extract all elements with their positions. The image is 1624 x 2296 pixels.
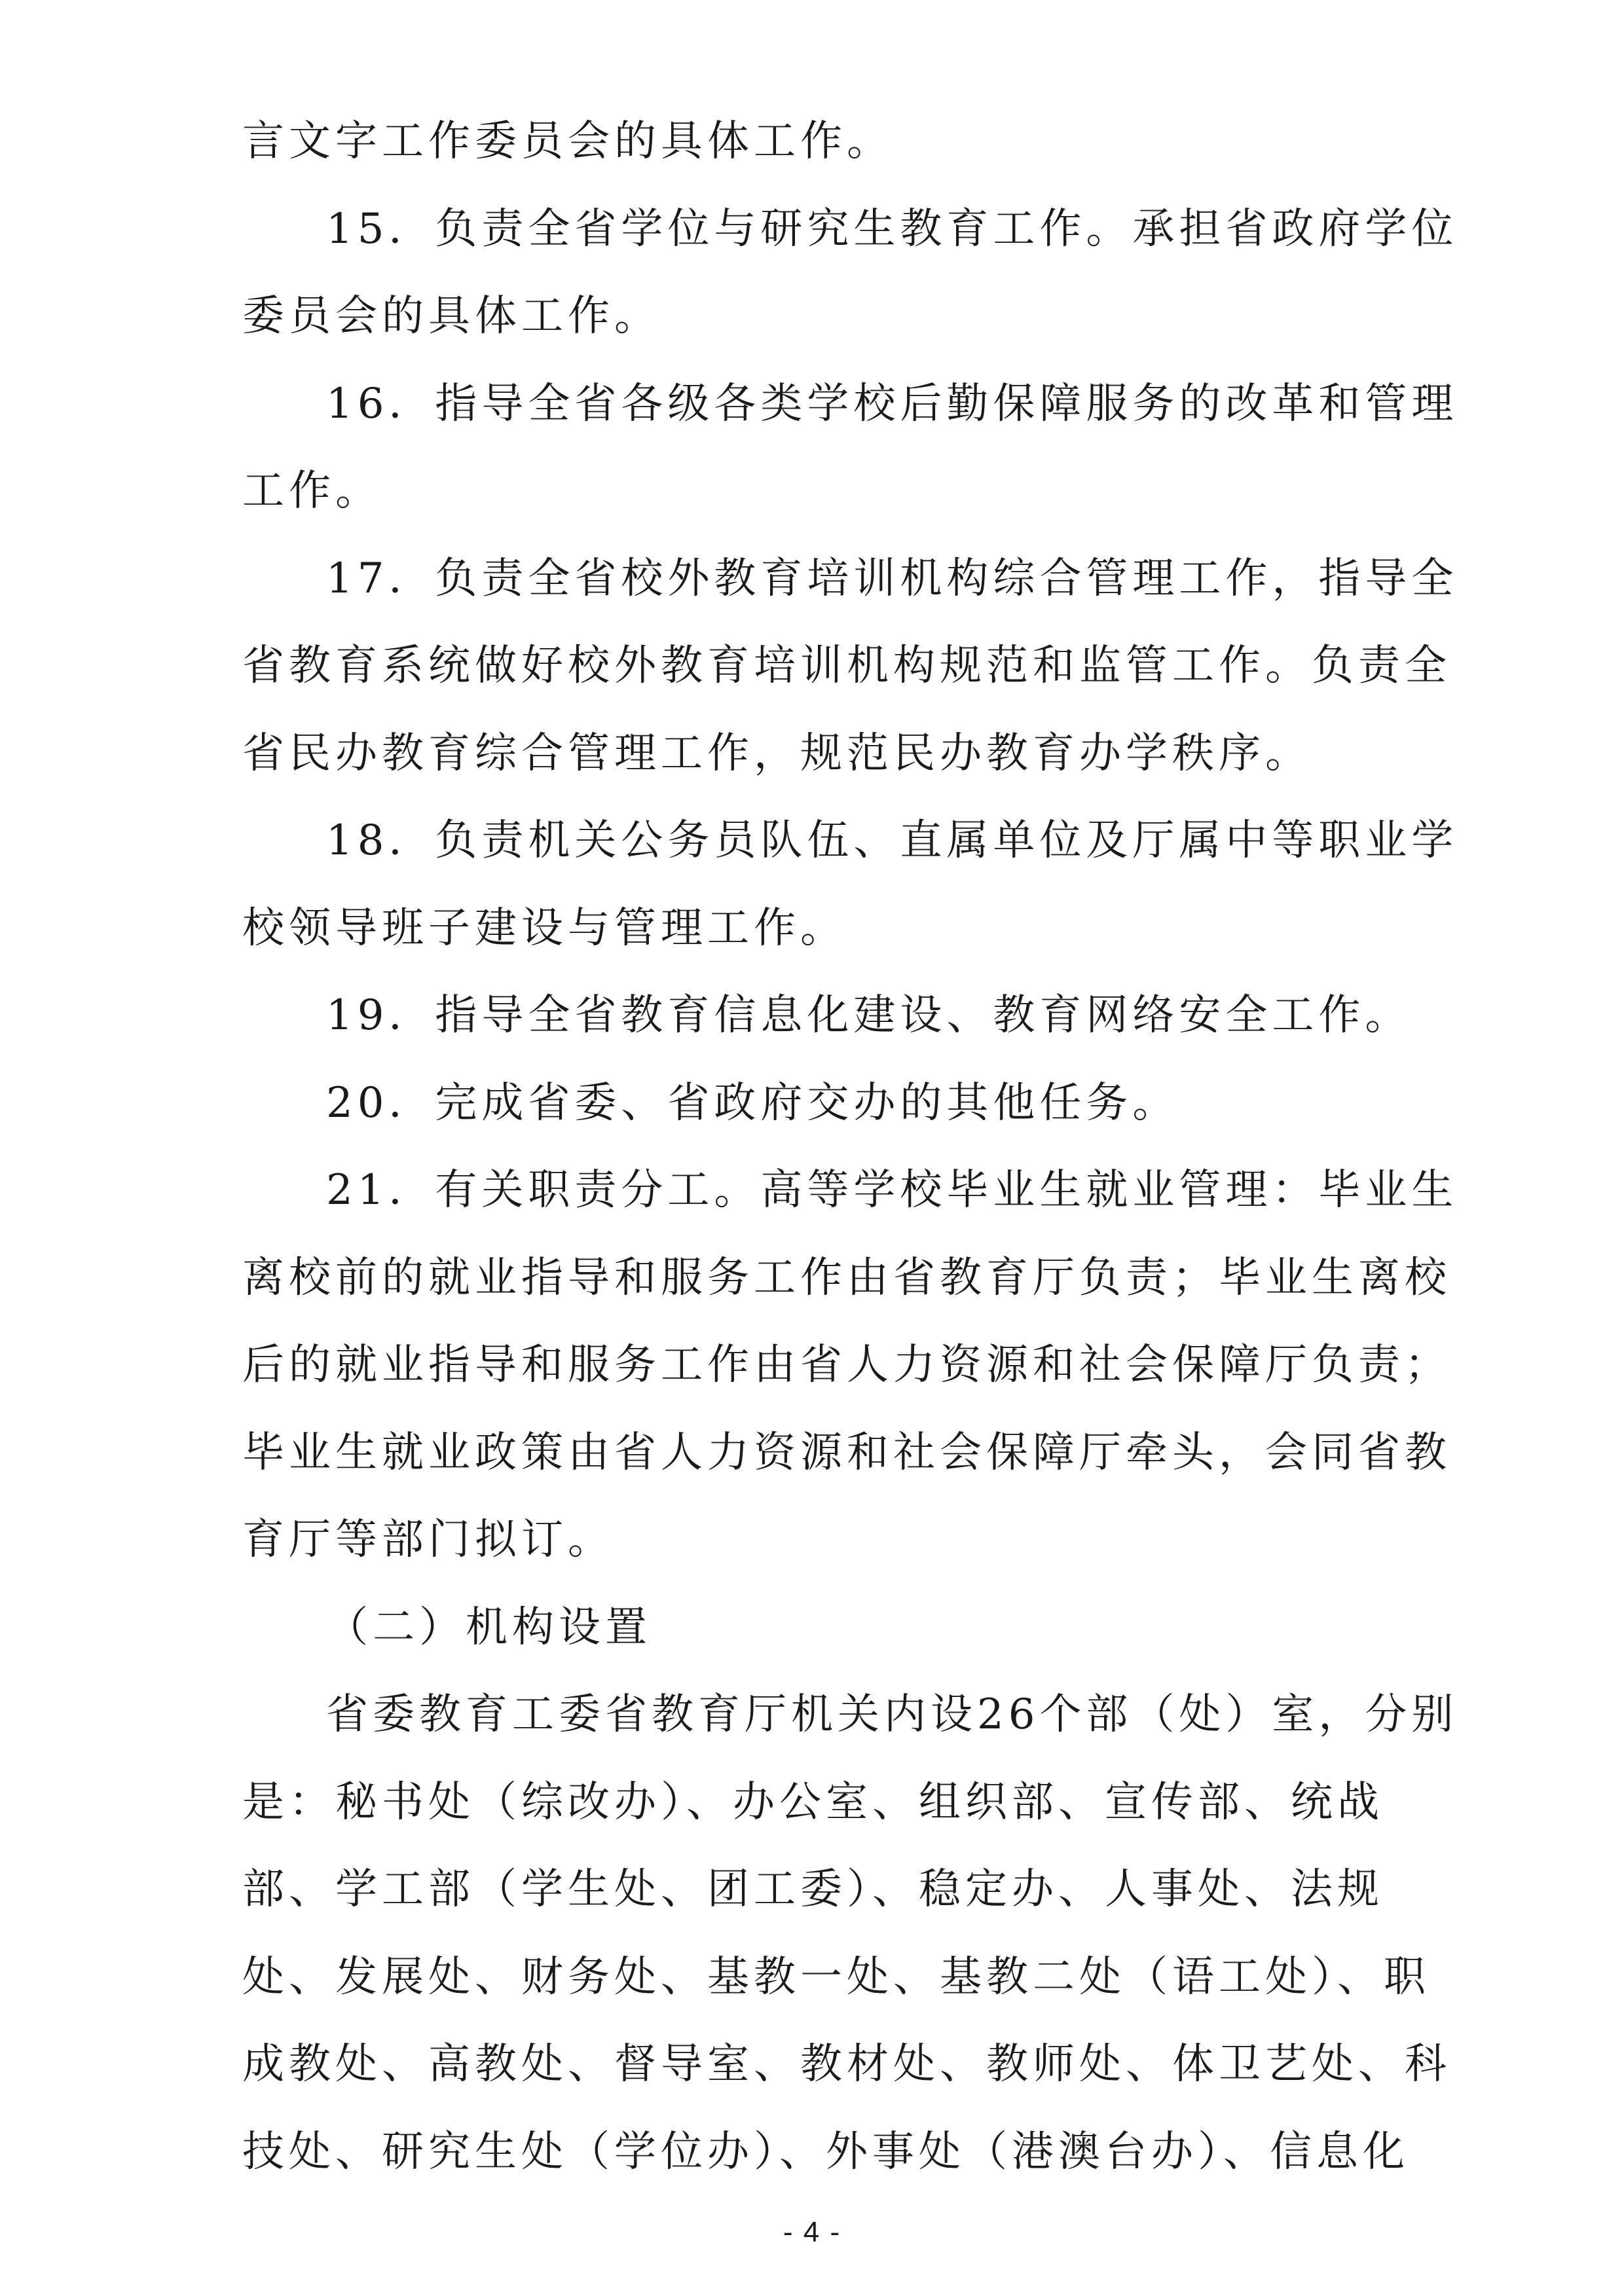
text-line: 处、发展处、财务处、基教一处、基教二处（语工处）、职 [242,1952,1430,2001]
text-line: 委员会的具体工作。 [242,292,661,340]
text-line: 育厅等部门拟订。 [242,1516,614,1564]
text-line-item-21: 21．有关职责分工。高等学校毕业生就业管理：毕业生 [326,1166,1458,1214]
text-line: 后的就业指导和服务工作由省人力资源和社会保障厅负责； [242,1341,1451,1389]
text-line-item-19: 19．指导全省教育信息化建设、教育网络安全工作。 [326,991,1412,1040]
text-line: 省教育系统做好校外教育培训机构规范和监管工作。负责全 [242,642,1451,690]
text-line: 技处、研究生处（学位办）、外事处（港澳台办）、信息化 [242,2127,1409,2176]
text-line: 言文字工作委员会的具体工作。 [242,117,893,166]
text-line-item-20: 20．完成省委、省政府交办的其他任务。 [326,1078,1179,1127]
text-line-item-17: 17．负责全省校外教育培训机构综合管理工作，指导全 [326,554,1458,603]
document-page [242,98,1458,2226]
text-line: 成教处、高教处、督导室、教材处、教师处、体卫艺处、科 [242,2040,1451,2088]
text-line: 离校前的就业指导和服务工作由省教育厅负责；毕业生离校 [242,1253,1451,1302]
page-number: - 4 - [783,2216,841,2248]
text-line: 部、学工部（学生处、团工委）、稳定办、人事处、法规 [242,1865,1384,1914]
text-line-item-18: 18．负责机关公务员队伍、直属单位及厅属中等职业学 [326,816,1458,865]
text-line: 省民办教育综合管理工作，规范民办教育办学秩序。 [242,729,1312,778]
text-line: 校领导班子建设与管理工作。 [242,903,847,953]
text-line: 毕业生就业政策由省人力资源和社会保障厅牵头，会同省教 [242,1428,1451,1477]
text-line-item-15: 15．负责全省学位与研究生教育工作。承担省政府学位 [326,204,1458,253]
section-heading: （二）机构设置 [326,1603,652,1652]
text-line-paragraph-start: 省委教育工委省教育厅机关内设26个部（处）室，分别 [326,1690,1458,1739]
text-line-item-16: 16．指导全省各级各类学校后勤保障服务的改革和管理 [326,379,1458,428]
text-line: 工作。 [242,467,382,515]
text-line: 是：秘书处（综改办）、办公室、组织部、宣传部、统战 [242,1777,1384,1827]
